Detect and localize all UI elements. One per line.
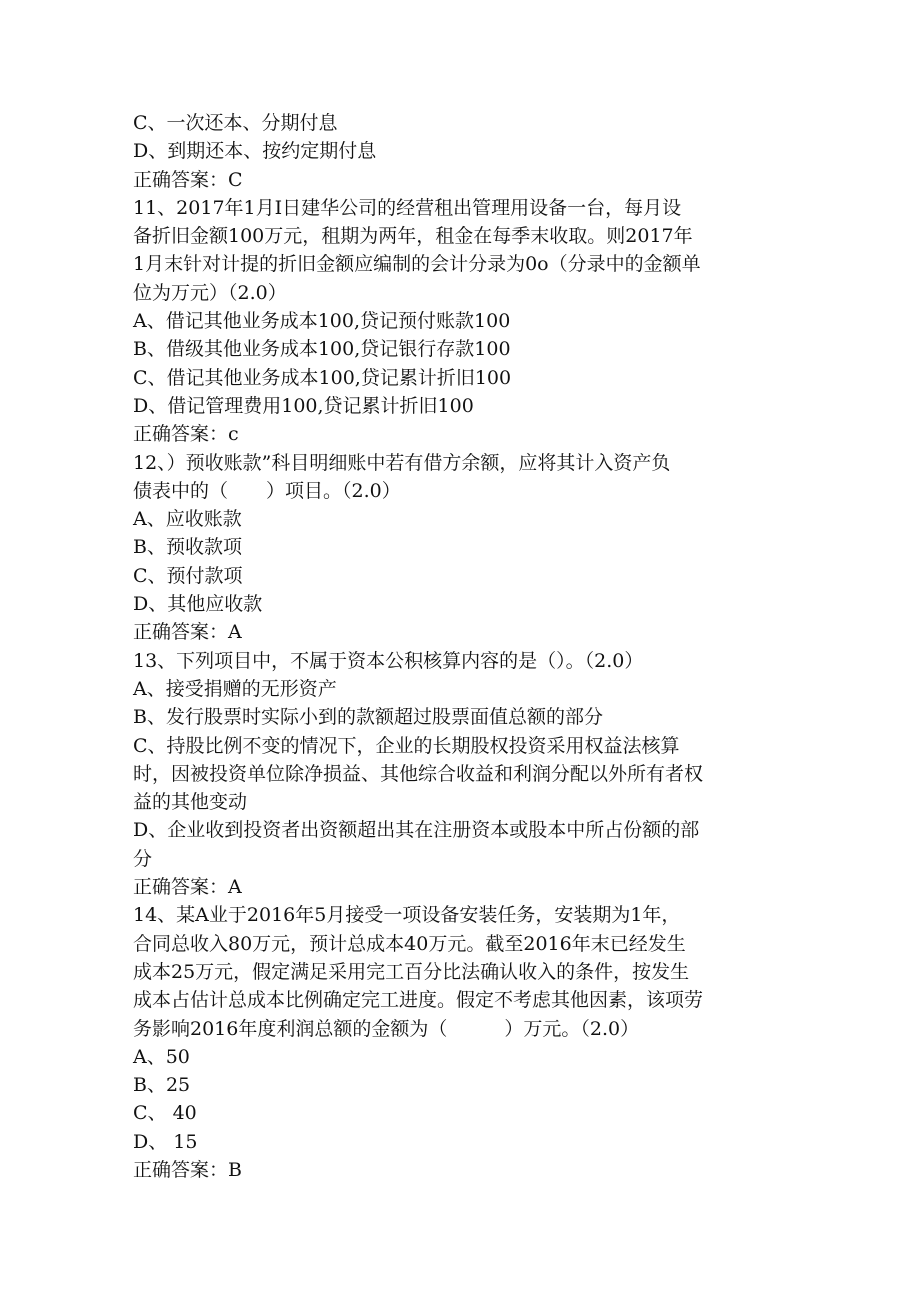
text-line: C、预付款项 xyxy=(133,564,243,587)
text-line: D、企业收到投资者出资额超出其在注册资本或股本中所占份额的部 xyxy=(133,819,700,842)
text-line: 分 xyxy=(133,847,153,870)
text-line: 正确答案：B xyxy=(133,1158,242,1181)
text-line: C、借记其他业务成本100,贷记累计折旧100 xyxy=(133,366,512,389)
text-line: 正确答案：A xyxy=(133,621,242,644)
text-line: 成本25万元，假定满足采用完工百分比法确认收入的条件，按发生 xyxy=(133,960,690,983)
text-line: 位为万元）（2.0） xyxy=(133,281,287,304)
text-line: A、50 xyxy=(133,1045,190,1068)
text-line: C、 40 xyxy=(133,1102,197,1125)
text-line: A、借记其他业务成本100,贷记预付账款100 xyxy=(133,310,511,333)
text-line: A、应收账款 xyxy=(133,508,242,531)
text-line: 成本占估计总成本比例确定完工进度。假定不考虑其他因素，该项劳 xyxy=(133,989,704,1012)
text-line: D、其他应收款 xyxy=(133,593,263,616)
text-line: 备折旧金额100万元，租期为两年，租金在每季末收取。则2017年 xyxy=(133,225,693,248)
text-line: 14、某A业于2016年5月接受一项设备安装任务，安装期为1年， xyxy=(133,904,681,927)
text-line: 1月末针对计提的折旧金额应编制的会计分录为0o（分录中的金额单 xyxy=(133,253,701,276)
text-line: 11、2017年1月I日建华公司的经营租出管理用设备一台，每月设 xyxy=(133,196,682,219)
text-line: B、预收款项 xyxy=(133,536,242,559)
text-line: B、借级其他业务成本100,贷记银行存款100 xyxy=(133,338,511,361)
text-line: 益的其他变动 xyxy=(133,791,248,814)
document-page xyxy=(133,109,788,1184)
text-line: 债表中的（ ）项目。（2.0） xyxy=(133,479,401,502)
text-line: D、 15 xyxy=(133,1130,198,1153)
text-line: 正确答案：c xyxy=(133,423,239,446)
text-line: 正确答案：A xyxy=(133,876,242,899)
text-line: 合同总收入80万元，预计总成本40万元。截至2016年末已经发生 xyxy=(133,932,686,955)
text-line: C、一次还本、分期付息 xyxy=(133,112,338,134)
text-line: 13、下列项目中，不属于资本公积核算内容的是（）。（2.0） xyxy=(133,649,644,672)
text-line: B、25 xyxy=(133,1074,191,1097)
text-line: D、到期还本、按约定期付息 xyxy=(133,140,377,163)
text-line: 12、）预收账款”科目明细账中若有借方余额，应将其计入资产负 xyxy=(133,451,671,474)
text-line: 正确答案：C xyxy=(133,168,243,191)
text-line: C、持股比例不变的情况下，企业的长期股权投资采用权益法核算 xyxy=(133,734,680,757)
text-line: B、发行股票时实际小到的款额超过股票面值总额的部分 xyxy=(133,706,603,729)
text-line: 时，因被投资单位除净损益、其他综合收益和利润分配以外所有者权 xyxy=(133,762,704,785)
text-line: D、借记管理费用100,贷记累计折旧100 xyxy=(133,394,474,417)
text-line: A、接受捐赠的无形资产 xyxy=(133,677,337,700)
text-line: 务影响2016年度利润总额的金额为（ ）万元。（2.0） xyxy=(133,1017,640,1040)
